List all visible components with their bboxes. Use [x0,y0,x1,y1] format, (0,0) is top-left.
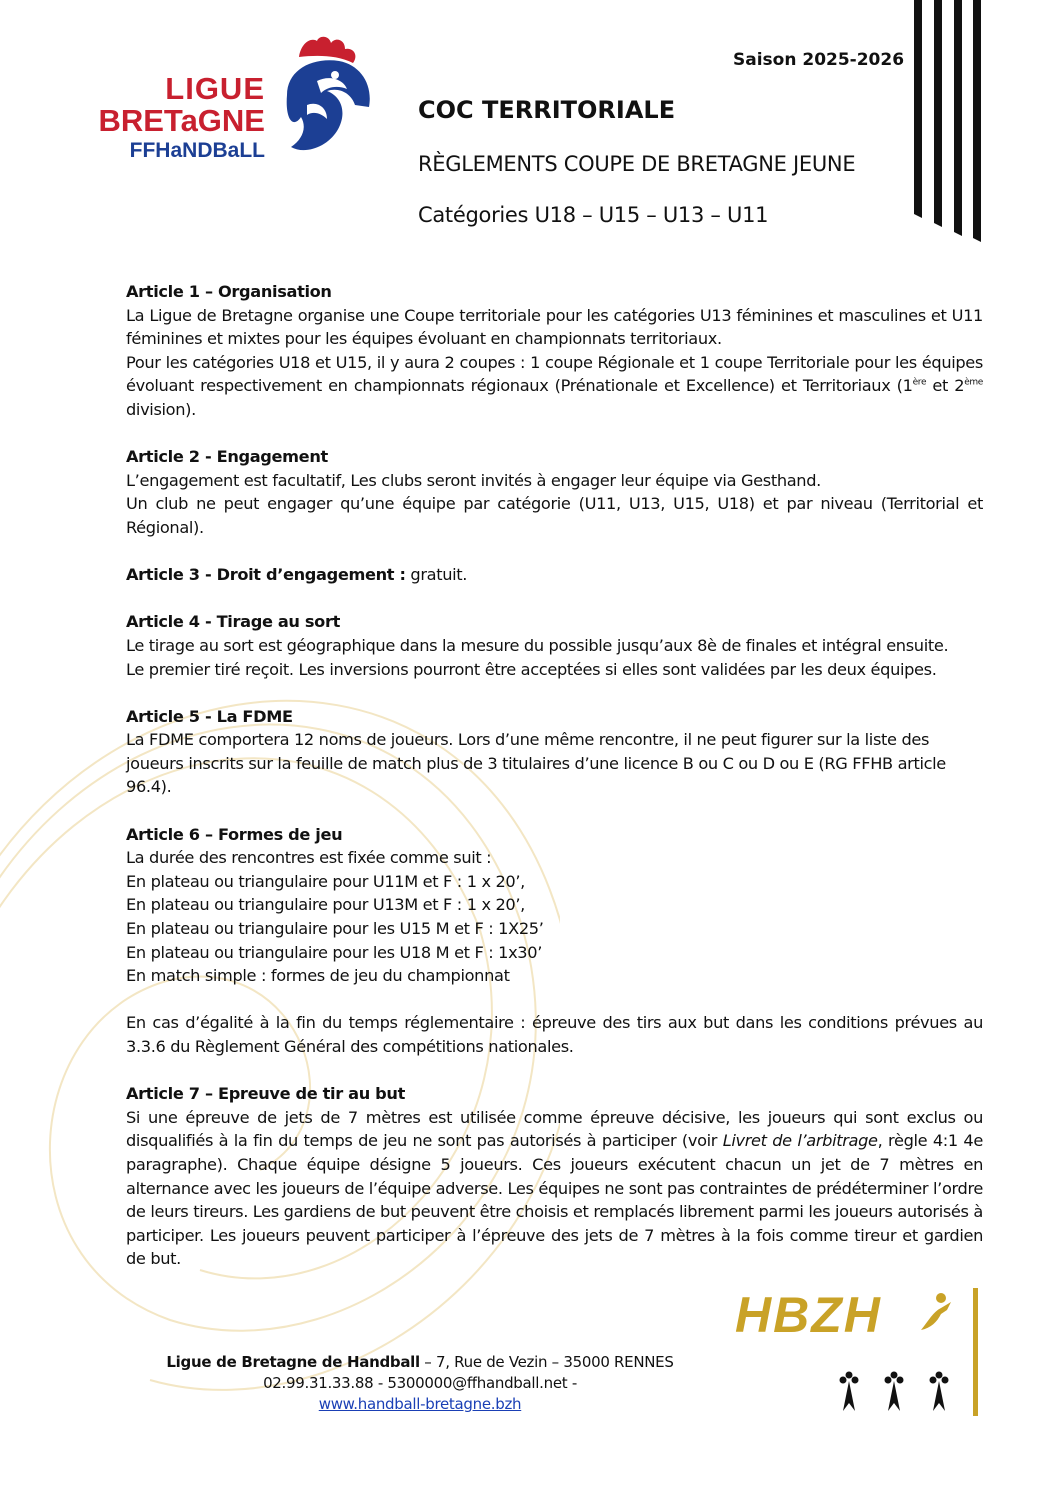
logo-wordmark [55,73,265,161]
article-7 [126,1082,983,1271]
footer-contact: 02.99.31.33.88 - 5300000@ffhandball.net - [263,1374,577,1392]
article-6-line: En plateau ou triangulaire pour les U18 M et F : 1x30’ [126,942,543,962]
season-label: Saison 2025-2026 [733,50,905,70]
article-6-paragraph-2: En cas d’égalité à la fin du temps réglementaire : épreuve des tirs aux but dans les conditions prévues au 3.3.6 du Règlement Général des compétitions nationales. [126,1013,983,1056]
article-3-text: gratuit. [405,565,468,585]
article-6-title: Article 6 – Formes de jeu [126,824,343,844]
hbzh-logo [733,1286,983,1416]
article-3-line [126,563,983,587]
page-subtitle: RÈGLEMENTS COUPE DE BRETAGNE JEUNE [418,152,856,176]
article-6-line: En match simple : formes de jeu du championnat [126,966,510,986]
article-4 [126,610,983,681]
article-2-paragraph-2: Un club ne peut engager qu’une équipe par catégorie (U11, U13, U15, U18) et par niveau (Territorial et Régional). [126,494,983,537]
footer-address: – 7, Rue de Vezin – 35000 RENNES [419,1353,674,1371]
footer [150,1352,690,1415]
article-4-paragraph-1: Le tirage au sort est géographique dans la mesure du possible jusqu’aux 8è de finales et intégral ensuite. [126,635,949,655]
article-5 [126,705,983,799]
logo-line-bretagne: BRETaGNE [98,103,265,138]
logo-line-ligue: LIGUE [165,71,265,106]
ligue-bretagne-logo [55,35,385,165]
article-2 [126,445,983,539]
categories-line: Catégories U18 – U15 – U13 – U11 [418,203,769,227]
article-6-tiebreak [126,1011,983,1058]
ermine-icons [829,1371,959,1416]
footer-org: Ligue de Bretagne de Handball [166,1353,420,1371]
article-1-paragraph-2: Pour les catégories U18 et U15, il y aura 2 coupes : 1 coupe Régionale et 1 coupe Territoriale pour les équipes évoluant respectivement en championnats régionaux (Prénationale et Excellence) et Territoriaux (1ère et 2ème division). [126,352,983,419]
hbzh-wordmark: HBZH [735,1287,882,1343]
article-1-title: Article 1 – Organisation [126,282,332,301]
hbzh-divider [973,1288,978,1416]
rooster-icon [277,35,377,160]
decorative-stripes [910,0,985,245]
article-4-paragraph-2: Le premier tiré reçoit. Les inversions pourront être acceptées si elles sont validées par les deux équipes. [126,659,937,679]
footer-address-line [150,1352,690,1373]
article-3 [126,563,983,587]
article-6-line: En plateau ou triangulaire pour les U15 M et F : 1X25’ [126,919,544,939]
article-1 [126,280,983,422]
article-3-title: Article 3 - Droit d’engagement : [126,565,406,585]
article-6-line: En plateau ou triangulaire pour U13M et F : 1 x 20’, [126,895,525,915]
article-6-line: La durée des rencontres est fixée comme suit : [126,848,492,868]
regulations-body [126,280,983,1295]
page-title: COC TERRITORIALE [418,96,676,124]
article-4-title: Article 4 - Tirage au sort [126,612,340,632]
website-link[interactable]: www.handball-bretagne.bzh [318,1395,522,1413]
article-6 [126,823,983,988]
article-2-paragraph-1: L’engagement est facultatif, Les clubs seront invités à engager leur équipe via Gesthand. [126,470,821,490]
logo-line-ffhandball: FFHaNDBaLL [129,139,265,162]
article-5-title: Article 5 - La FDME [126,706,293,726]
article-2-title: Article 2 - Engagement [126,447,328,467]
article-7-title: Article 7 – Epreuve de tir au but [126,1084,405,1104]
article-6-line: En plateau ou triangulaire pour U11M et F : 1 x 20’, [126,871,525,891]
article-1-paragraph-1: La Ligue de Bretagne organise une Coupe territoriale pour les catégories U13 féminines et masculines et U11 féminines et mixtes pour les équipes évoluant en championnats territoriaux. [126,305,983,349]
article-5-paragraph-1: La FDME comportera 12 noms de joueurs. Lors d’une même rencontre, il ne peut figurer sur la liste des joueurs inscrits sur la feuille de match plus de 3 titulaires d’une licence B ou C ou D ou E (RG FFHB article 96.4). [126,730,946,797]
article-7-paragraph-1: Si une épreuve de jets de 7 mètres est utilisée comme épreuve décisive, les joueurs qui sont exclus ou disqualifiés à la fin du temps de jeu ne sont pas autorisés à participer (voir Livret de l’arbitrage, règle 4:1 4e paragraphe). Chaque équipe désigne 5 joueurs. Ces joueurs exécutent chacun un jet de 7 mètres en alternance avec les joueurs de l’équipe adverse. Les équipes ne sont pas contraintes de prédéterminer l’ordre de leurs tireurs. Les gardiens de but peuvent être choisis et remplacés librement parmi les joueurs autorisés à participer. Les joueurs peuvent participer à l’épreuve des jets de 7 mètres à la fois comme tireur et gardien de but. [126,1107,983,1269]
player-icon [911,1290,959,1338]
